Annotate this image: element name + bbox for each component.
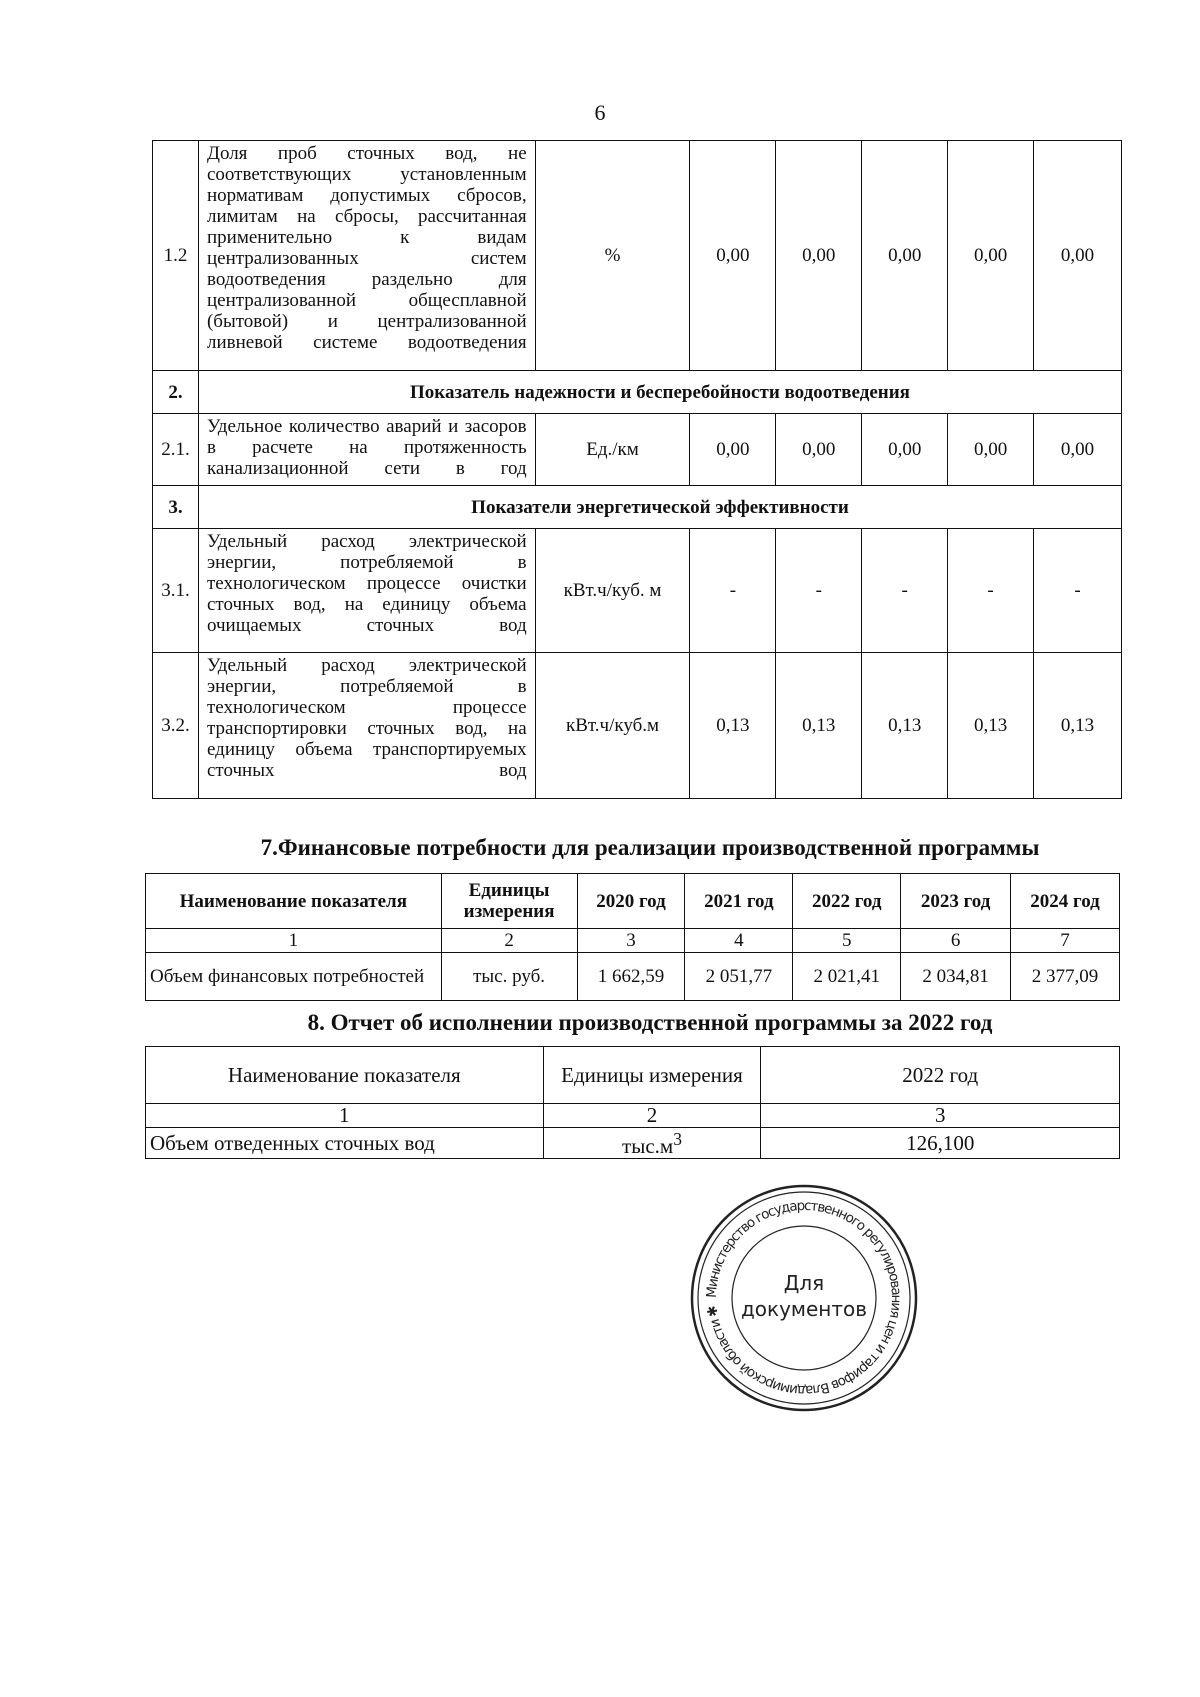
column-header: Единицы измерения (543, 1047, 761, 1104)
indicator-value: 0,00 (1034, 141, 1122, 371)
section-row (153, 486, 1122, 529)
indicator-name: Объем финансовых потребностей (146, 953, 442, 1001)
indicator-value: 2 377,09 (1011, 953, 1120, 1001)
table-row (146, 1128, 1120, 1159)
column-number: 1 (146, 929, 442, 953)
stamp-center-line: Для (783, 1271, 825, 1295)
indicator-value: 0,00 (776, 414, 862, 486)
table-header-row (146, 874, 1120, 929)
column-number: 2 (543, 1104, 761, 1128)
column-header: 2022 год (761, 1047, 1120, 1104)
row-number: 3.1. (153, 529, 199, 653)
indicator-value: - (1034, 529, 1122, 653)
column-numbers-row (146, 1104, 1120, 1128)
unit-superscript: 3 (673, 1129, 682, 1149)
column-number: 7 (1011, 929, 1120, 953)
indicator-name: Удельный расход электрической энергии, потребляемой в технологическом процессе очистки сточных вод, на единицу объема очищаемых сточных вод (198, 529, 535, 653)
indicator-name: Доля проб сточных вод, не соответствующих установленным нормативам допустимых сбросов, лимитам на сбросы, рассчитанная применительно к видам централизованных систем водоотведения раздельно для централизованной общесплавной (бытовой) и централизованной ливневой системе водоотведения (198, 141, 535, 371)
report-table (145, 1046, 1120, 1159)
indicator-value: 2 021,41 (793, 953, 901, 1001)
column-number: 2 (441, 929, 577, 953)
section-8-title: 8. Отчет об исполнении производственной программы за 2022 год (307, 1010, 993, 1035)
indicator-value: 0,00 (948, 141, 1034, 371)
column-number: 3 (577, 929, 685, 953)
unit-text: тыс.м (622, 1134, 674, 1158)
indicator-value: 0,13 (862, 653, 948, 799)
indicator-value: 126,100 (761, 1128, 1120, 1159)
indicator-unit: % (535, 141, 690, 371)
column-header: Наименование показателя (146, 1047, 544, 1104)
indicator-value: 0,00 (1034, 414, 1122, 486)
indicators-table (152, 140, 1122, 799)
indicator-value: 1 662,59 (577, 953, 685, 1001)
financial-needs-table (145, 873, 1120, 1001)
indicator-value: 0,13 (948, 653, 1034, 799)
section-number: 2. (153, 371, 199, 414)
section-title: Показатель надежности и бесперебойности водоотведения (198, 371, 1121, 414)
row-number: 2.1. (153, 414, 199, 486)
column-number: 1 (146, 1104, 544, 1128)
indicator-value: 0,00 (862, 414, 948, 486)
indicator-unit: Ед./км (535, 414, 690, 486)
row-number: 1.2 (153, 141, 199, 371)
indicator-unit: кВт.ч/куб.м (535, 653, 690, 799)
table-row (153, 529, 1122, 653)
indicator-value: 0,00 (690, 414, 776, 486)
column-header: 2020 год (577, 874, 685, 929)
column-header: Наименование показателя (146, 874, 442, 929)
table-row (153, 141, 1122, 371)
column-header: Единицы измерения (441, 874, 577, 929)
column-header: 2022 год (793, 874, 901, 929)
indicator-value: 0,00 (690, 141, 776, 371)
column-header: 2024 год (1011, 874, 1120, 929)
indicator-value: - (862, 529, 948, 653)
ministry-stamp (688, 1182, 920, 1414)
indicator-name: Объем отведенных сточных вод (146, 1128, 544, 1159)
indicator-value: 2 051,77 (685, 953, 793, 1001)
stamp-center-text (688, 1270, 920, 1322)
indicator-value: - (776, 529, 862, 653)
page-number: 6 (594, 100, 606, 125)
indicator-value: 0,13 (776, 653, 862, 799)
indicator-value: 0,13 (690, 653, 776, 799)
indicator-name: Удельное количество аварий и засоров в расчете на протяженность канализационной сети в год (198, 414, 535, 486)
indicator-unit: кВт.ч/куб. м (535, 529, 690, 653)
indicator-value: 0,13 (1034, 653, 1122, 799)
indicator-value: 0,00 (776, 141, 862, 371)
indicator-name: Удельный расход электрической энергии, потребляемой в технологическом процессе транспортировки сточных вод, на единицу объема транспортируемых сточных вод (198, 653, 535, 799)
section-title: Показатели энергетической эффективности (198, 486, 1121, 529)
table-row (146, 953, 1120, 1001)
column-number: 5 (793, 929, 901, 953)
column-number: 6 (901, 929, 1011, 953)
section-row (153, 371, 1122, 414)
indicator-unit: тыс. руб. (441, 953, 577, 1001)
stamp-ring-text: Министерство государственного регулирования цен и тарифов Владимирской области ✱ (703, 1197, 905, 1399)
indicator-value: - (948, 529, 1034, 653)
stamp-center-line: документов (740, 1297, 868, 1321)
indicator-value: 0,00 (862, 141, 948, 371)
column-header: 2021 год (685, 874, 793, 929)
table-row (153, 414, 1122, 486)
section-7-title: 7.Финансовые потребности для реализации производственной программы (260, 835, 1040, 860)
indicator-value: 2 034,81 (901, 953, 1011, 1001)
row-number: 3.2. (153, 653, 199, 799)
column-header: 2023 год (901, 874, 1011, 929)
table-header-row (146, 1047, 1120, 1104)
column-number: 4 (685, 929, 793, 953)
column-number: 3 (761, 1104, 1120, 1128)
indicator-unit (543, 1128, 761, 1159)
section-number: 3. (153, 486, 199, 529)
indicator-value: - (690, 529, 776, 653)
column-numbers-row (146, 929, 1120, 953)
table-row (153, 653, 1122, 799)
indicator-value: 0,00 (948, 414, 1034, 486)
